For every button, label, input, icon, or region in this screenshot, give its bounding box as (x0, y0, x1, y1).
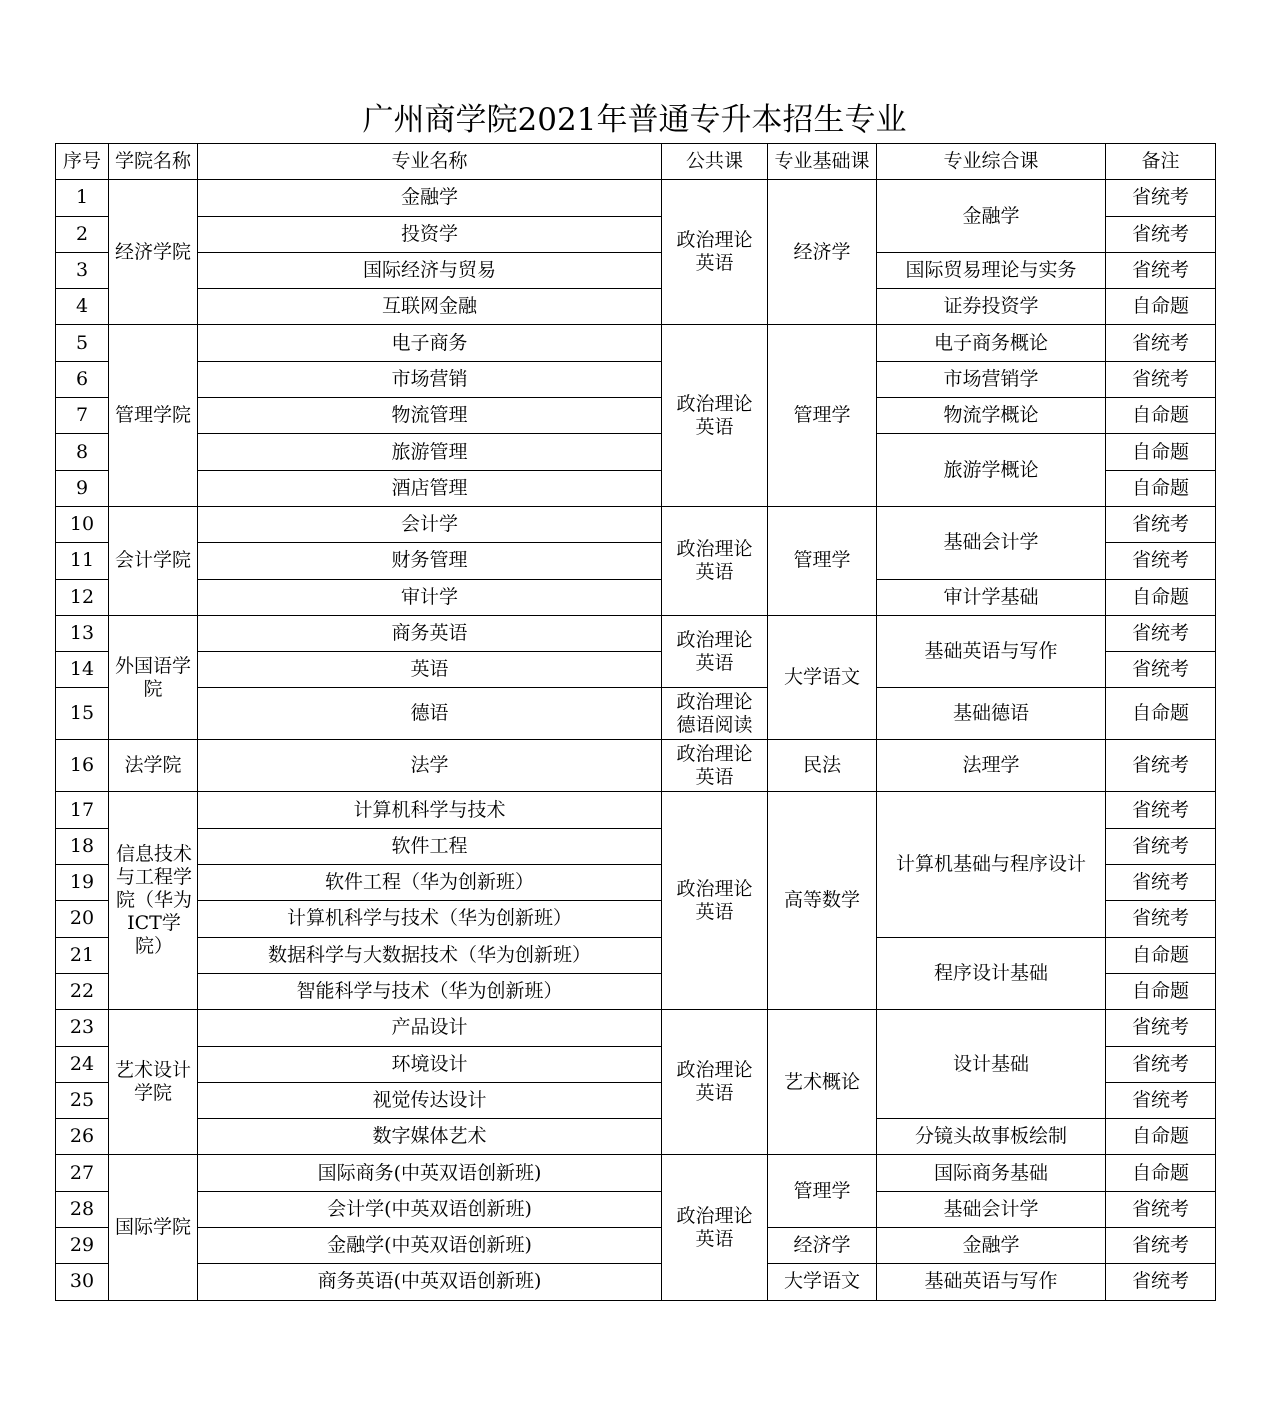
major-name: 酒店管理 (198, 470, 662, 506)
remark: 省统考 (1106, 361, 1216, 397)
basic-course-mgmt: 管理学 (768, 325, 877, 506)
comprehensive-course: 基础英语与写作 (877, 615, 1106, 688)
row-no: 15 (56, 688, 109, 740)
table-row (56, 1155, 1216, 1191)
row-no: 29 (56, 1228, 109, 1264)
header-public-course: 公共课 (662, 144, 768, 180)
comprehensive-course: 市场营销学 (877, 361, 1106, 397)
header-remark: 备注 (1106, 144, 1216, 180)
admissions-table (55, 143, 1216, 1301)
comprehensive-course: 金融学 (877, 180, 1106, 253)
major-name: 会计学(中英双语创新班) (198, 1191, 662, 1227)
major-name: 数字媒体艺术 (198, 1119, 662, 1155)
comprehensive-course: 分镜头故事板绘制 (877, 1119, 1106, 1155)
row-no: 1 (56, 180, 109, 216)
major-name: 国际商务(中英双语创新班) (198, 1155, 662, 1191)
comprehensive-course: 证券投资学 (877, 289, 1106, 325)
public-course-intl: 政治理论 英语 (662, 1155, 768, 1300)
comprehensive-course: 国际商务基础 (877, 1155, 1106, 1191)
table-row (56, 434, 1216, 470)
table-row (56, 579, 1216, 615)
major-name: 德语 (198, 688, 662, 740)
major-name: 英语 (198, 652, 662, 688)
comprehensive-course: 程序设计基础 (877, 937, 1106, 1010)
basic-course-law: 民法 (768, 740, 877, 792)
table-row (56, 1264, 1216, 1300)
page-title: 广州商学院2021年普通专升本招生专业 (362, 102, 907, 138)
remark: 省统考 (1106, 325, 1216, 361)
remark: 省统考 (1106, 1264, 1216, 1300)
row-no: 17 (56, 792, 109, 828)
basic-course-lang: 大学语文 (768, 615, 877, 740)
remark: 自命题 (1106, 434, 1216, 470)
major-name: 电子商务 (198, 325, 662, 361)
remark: 省统考 (1106, 740, 1216, 792)
remark: 省统考 (1106, 1010, 1216, 1046)
major-name: 国际经济与贸易 (198, 252, 662, 288)
row-no: 14 (56, 652, 109, 688)
header-college: 学院名称 (109, 144, 198, 180)
remark: 自命题 (1106, 1119, 1216, 1155)
row-no: 21 (56, 937, 109, 973)
header-basic-course: 专业基础课 (768, 144, 877, 180)
major-name: 旅游管理 (198, 434, 662, 470)
row-no: 4 (56, 289, 109, 325)
basic-course-intl-chinese: 大学语文 (768, 1264, 877, 1300)
row-no: 6 (56, 361, 109, 397)
public-course-law: 政治理论 英语 (662, 740, 768, 792)
major-name: 软件工程 (198, 828, 662, 864)
comprehensive-course: 计算机基础与程序设计 (877, 792, 1106, 937)
remark: 自命题 (1106, 1155, 1216, 1191)
header-row (56, 144, 1216, 180)
major-name: 审计学 (198, 579, 662, 615)
major-name: 商务英语(中英双语创新班) (198, 1264, 662, 1300)
row-no: 13 (56, 615, 109, 651)
row-no: 25 (56, 1082, 109, 1118)
college-econ: 经济学院 (109, 180, 198, 325)
remark: 自命题 (1106, 688, 1216, 740)
major-name: 金融学(中英双语创新班) (198, 1228, 662, 1264)
major-name: 环境设计 (198, 1046, 662, 1082)
row-no: 23 (56, 1010, 109, 1046)
remark: 省统考 (1106, 1191, 1216, 1227)
major-name: 计算机科学与技术 (198, 792, 662, 828)
row-no: 18 (56, 828, 109, 864)
header-comprehensive-course: 专业综合课 (877, 144, 1106, 180)
basic-course-acct: 管理学 (768, 506, 877, 615)
major-name: 物流管理 (198, 398, 662, 434)
major-name: 市场营销 (198, 361, 662, 397)
table-row (56, 792, 1216, 828)
table-row (56, 1228, 1216, 1264)
college-law: 法学院 (109, 740, 198, 792)
basic-course-it: 高等数学 (768, 792, 877, 1010)
comprehensive-course: 基础会计学 (877, 1191, 1106, 1227)
comprehensive-course: 设计基础 (877, 1010, 1106, 1119)
remark: 省统考 (1106, 1228, 1216, 1264)
major-name: 财务管理 (198, 543, 662, 579)
comprehensive-course: 审计学基础 (877, 579, 1106, 615)
remark: 自命题 (1106, 937, 1216, 973)
major-name: 会计学 (198, 506, 662, 542)
table-row (56, 1191, 1216, 1227)
remark: 省统考 (1106, 216, 1216, 252)
remark: 省统考 (1106, 252, 1216, 288)
row-no: 27 (56, 1155, 109, 1191)
comprehensive-course: 旅游学概论 (877, 434, 1106, 507)
table-row (56, 615, 1216, 651)
row-no: 8 (56, 434, 109, 470)
public-course-lang: 政治理论 英语 (662, 615, 768, 688)
comprehensive-course: 物流学概论 (877, 398, 1106, 434)
college-mgmt: 管理学院 (109, 325, 198, 506)
row-no: 12 (56, 579, 109, 615)
college-art: 艺术设计学院 (109, 1010, 198, 1155)
college-intl: 国际学院 (109, 1155, 198, 1300)
major-name: 互联网金融 (198, 289, 662, 325)
major-name: 软件工程（华为创新班） (198, 865, 662, 901)
table-row (56, 937, 1216, 973)
table-row (56, 688, 1216, 740)
remark: 省统考 (1106, 615, 1216, 651)
public-course-econ: 政治理论 英语 (662, 180, 768, 325)
comprehensive-course: 金融学 (877, 1228, 1106, 1264)
college-acct: 会计学院 (109, 506, 198, 615)
row-no: 11 (56, 543, 109, 579)
remark: 自命题 (1106, 289, 1216, 325)
remark: 自命题 (1106, 973, 1216, 1009)
major-name: 智能科学与技术（华为创新班） (198, 973, 662, 1009)
major-name: 产品设计 (198, 1010, 662, 1046)
remark: 省统考 (1106, 652, 1216, 688)
major-name: 法学 (198, 740, 662, 792)
row-no: 3 (56, 252, 109, 288)
header-no: 序号 (56, 144, 109, 180)
remark: 自命题 (1106, 579, 1216, 615)
major-name: 商务英语 (198, 615, 662, 651)
major-name: 计算机科学与技术（华为创新班） (198, 901, 662, 937)
comprehensive-course: 基础德语 (877, 688, 1106, 740)
row-no: 28 (56, 1191, 109, 1227)
remark: 省统考 (1106, 1046, 1216, 1082)
public-course-mgmt: 政治理论 英语 (662, 325, 768, 506)
row-no: 26 (56, 1119, 109, 1155)
basic-course-intl-econ: 经济学 (768, 1228, 877, 1264)
row-no: 30 (56, 1264, 109, 1300)
row-no: 2 (56, 216, 109, 252)
row-no: 19 (56, 865, 109, 901)
row-no: 22 (56, 973, 109, 1009)
row-no: 5 (56, 325, 109, 361)
remark: 自命题 (1106, 398, 1216, 434)
row-no: 16 (56, 740, 109, 792)
remark: 省统考 (1106, 828, 1216, 864)
remark: 省统考 (1106, 1082, 1216, 1118)
major-name: 数据科学与大数据技术（华为创新班） (198, 937, 662, 973)
major-name: 视觉传达设计 (198, 1082, 662, 1118)
comprehensive-course: 电子商务概论 (877, 325, 1106, 361)
basic-course-art: 艺术概论 (768, 1010, 877, 1155)
row-no: 10 (56, 506, 109, 542)
table-row (56, 361, 1216, 397)
public-course-art: 政治理论 英语 (662, 1010, 768, 1155)
table-row (56, 740, 1216, 792)
public-course-acct: 政治理论 英语 (662, 506, 768, 615)
row-no: 9 (56, 470, 109, 506)
row-no: 24 (56, 1046, 109, 1082)
public-course-it: 政治理论 英语 (662, 792, 768, 1010)
table-row (56, 1119, 1216, 1155)
table-row (56, 1010, 1216, 1046)
remark: 省统考 (1106, 901, 1216, 937)
basic-course-intl-mgmt: 管理学 (768, 1155, 877, 1228)
major-name: 金融学 (198, 180, 662, 216)
comprehensive-course: 法理学 (877, 740, 1106, 792)
comprehensive-course: 基础会计学 (877, 506, 1106, 579)
row-no: 7 (56, 398, 109, 434)
public-course-german: 政治理论 德语阅读 (662, 688, 768, 740)
table-row (56, 398, 1216, 434)
comprehensive-course: 国际贸易理论与实务 (877, 252, 1106, 288)
basic-course-econ: 经济学 (768, 180, 877, 325)
remark: 省统考 (1106, 506, 1216, 542)
remark: 省统考 (1106, 792, 1216, 828)
college-lang: 外国语学院 (109, 615, 198, 740)
table-row (56, 506, 1216, 542)
table-row (56, 180, 1216, 216)
remark: 省统考 (1106, 543, 1216, 579)
table-row (56, 325, 1216, 361)
comprehensive-course: 基础英语与写作 (877, 1264, 1106, 1300)
college-it: 信息技术与工程学院（华为ICT学院） (109, 792, 198, 1010)
remark: 自命题 (1106, 470, 1216, 506)
major-name: 投资学 (198, 216, 662, 252)
remark: 省统考 (1106, 180, 1216, 216)
header-major: 专业名称 (198, 144, 662, 180)
row-no: 20 (56, 901, 109, 937)
table-row (56, 289, 1216, 325)
remark: 省统考 (1106, 865, 1216, 901)
table-row (56, 252, 1216, 288)
